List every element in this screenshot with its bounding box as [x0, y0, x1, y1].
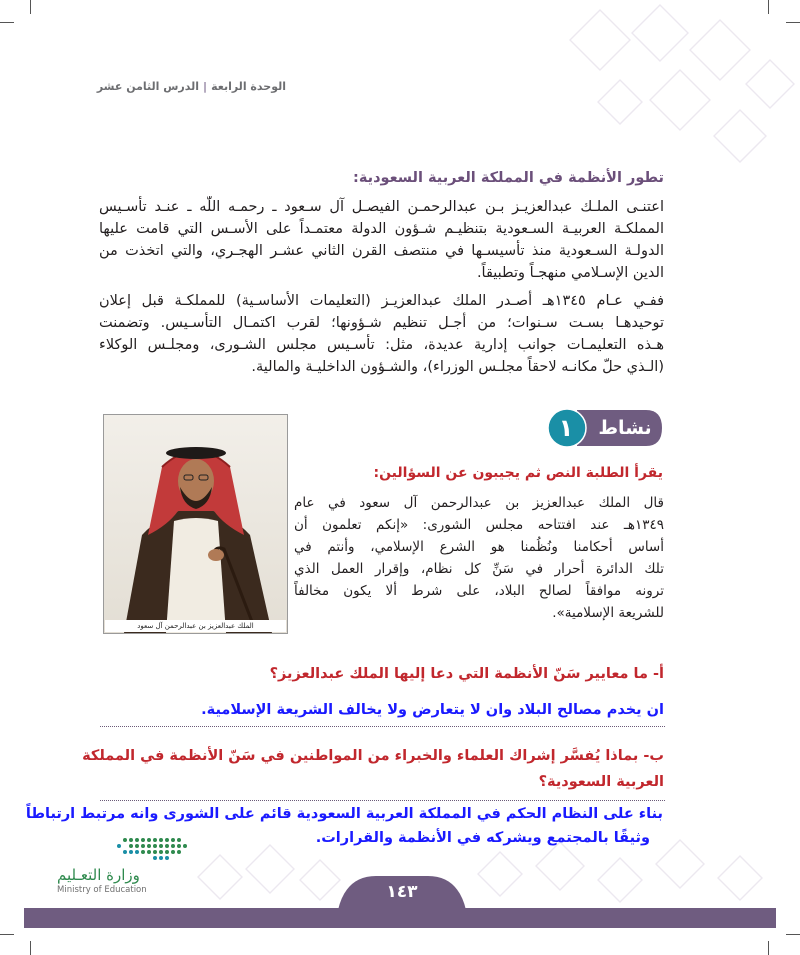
- text-line: الدين الإسـلامي منهجـاً وتطبيقاً.: [476, 265, 664, 281]
- section-title: تطور الأنظمة في المملكة العربية السعودية:: [353, 170, 664, 186]
- crop-mark: [768, 941, 769, 955]
- edition-year: 2022 - 1444: [57, 897, 118, 908]
- page-number: ١٤٣: [386, 882, 418, 902]
- text-line: (الـذي حلّ مكانـه لاحقاً مجلـس الوزراء)، والشـؤون الداخليـة والمالية.: [251, 359, 664, 375]
- crop-mark: [0, 22, 14, 23]
- header-separator: |: [203, 80, 208, 93]
- quote-line: ١٣٤٩هـ عند افتتاحه مجلس الشورى: «إنكم تعلمون أن: [294, 517, 664, 533]
- portrait-illustration: [104, 415, 287, 633]
- answer-b-line-2[interactable]: وثيقًا بالمجتمع ويشركه في الأنظمة والقرارات.: [315, 830, 650, 846]
- text-line: المملكـة العربيـة السـعودية بتنظيـم شـؤون الدولة معتمـداً على الأسـس التي قامت عليها: [99, 221, 664, 237]
- text-line: هـذه التعليمـات جوانب إدارية عديدة، مثل: تأسـيس مجلس الشـورى، ومجلـس الوكلاء: [99, 337, 664, 353]
- answer-a[interactable]: ان يخدم مصالح البلاد وان لا يتعارض ولا يخالف الشريعة الإسلامية.: [201, 702, 664, 718]
- ministry-name-arabic: وزارة التعـليم: [57, 866, 140, 884]
- king-portrait-photo: [103, 414, 288, 634]
- question-a: أ- ما معايير سَنّ الأنظمة التي دعا إليها الملك عبدالعزيز؟: [269, 666, 664, 682]
- text-line: توحيدهـا بسـت سـنوات؛ من أجـل تنظيم شـؤونها؛ لقرب اكتمـال التأسـيس. وتضمنت: [99, 315, 664, 331]
- quote-line: قال الملك عبدالعزيز بن عبدالرحمن آل سعود في عام: [294, 495, 664, 511]
- crop-mark: [30, 941, 31, 955]
- paragraph-1: [99, 196, 664, 284]
- crop-mark: [786, 934, 800, 935]
- question-b-line-1: ب- بماذا يُفسَّر إشراك العلماء والخبراء من المواطنين في سَنّ الأنظمة في المملكة: [82, 748, 664, 764]
- running-header: [96, 80, 286, 93]
- crop-mark: [0, 934, 14, 935]
- king-quote: [294, 492, 664, 624]
- activity-prompt: يقرأ الطلبة النص ثم يجيبون عن السؤالين:: [373, 465, 663, 481]
- pattern-top-right: [560, 0, 800, 170]
- quote-line: تلك الدائرة أحرار في سَنِّ كل نظام، وإقرار العمل الذي: [294, 561, 664, 577]
- crop-mark: [30, 0, 31, 14]
- answer-line: [100, 726, 665, 727]
- activity-number: ١: [558, 414, 574, 442]
- unit-label: الوحدة الرابعة: [211, 80, 286, 93]
- quote-line: للشريعة الإسلامية».: [552, 605, 664, 621]
- ministry-name-english: Ministry of Education: [57, 885, 147, 895]
- answer-line: [100, 800, 665, 801]
- text-line: اعتنـى الملـك عبدالعزيـز بـن عبدالرحمـن الفيصـل آل سـعود ـ رحمـه اللّٰه ـ عنـد تأسـيس: [99, 199, 664, 215]
- pattern-bottom-left: [190, 835, 350, 910]
- question-b-line-2: العربية السعودية؟: [538, 774, 664, 790]
- paragraph-2: [99, 290, 664, 378]
- text-line: ففـي عـام ١٣٤٥هـ أصـدر الملك عبدالعزيـز (التعليمات الأساسـية) للمملكـة قبل إعلان: [99, 293, 664, 309]
- text-line: الدولـة السـعودية منذ تأسيسـها في منتصف القرن الثاني عشـر الهجـري، والتي اتخذت من: [99, 243, 664, 259]
- photo-caption: الملك عبدالعزيز بن عبدالرحمن آل سعود: [105, 620, 286, 632]
- activity-label: نشاط: [598, 417, 652, 439]
- quote-line: أساس أحكامنا ونُظُمنا هو الشرع الإسلامي، وأنتم في: [294, 539, 664, 555]
- quote-line: ترونه موافقاً لصالح البلاد، على شرط ألا يكون مخالفاً: [294, 583, 664, 599]
- answer-b-line-1[interactable]: بناء على النظام الحكم في المملكة العربية السعودية قائم على الشورى وانه مرتبط ارتباطاً: [25, 806, 663, 822]
- lesson-label: الدرس الثامن عشر: [96, 80, 200, 93]
